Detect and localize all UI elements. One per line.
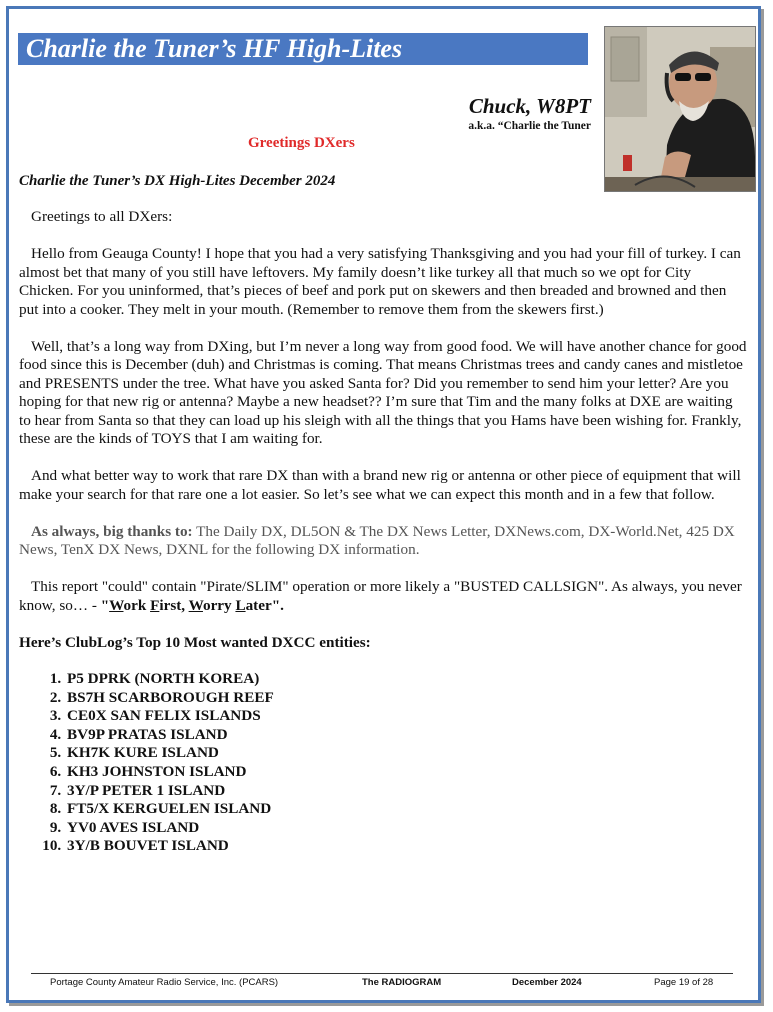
report-text: This report "could" contain "Pirate/SLIM" operation or more likely a "BUSTED CALLSIGN". As always, you never know, so… - [19,578,742,614]
thanks-label: As always, big thanks to: [31,522,193,540]
article-body [19,208,747,856]
paragraph-thanks [19,523,747,560]
greeting-heading: Greetings DXers [248,135,355,151]
motto: "Work First, Worry Later". [100,596,284,614]
thanks-text: The Daily DX, DL5ON & The DX News Letter, DXNews.com, DX-World.Net, 425 DX News, TenX DX News, DXNL for the following DX information. [19,522,735,558]
author-photo [604,26,756,192]
title-bar [18,33,588,65]
footer-page-number: Page 19 of 28 [654,977,714,988]
footer-publication: The RADIOGRAM [362,977,442,988]
list-item: 10. 3Y/B BOUVET ISLAND [65,837,747,856]
list-item: 3. CE0X SAN FELIX ISLANDS [65,707,747,726]
footer-rule [31,973,733,974]
paragraph-report [19,578,747,615]
list-item: 5. KH7K KURE ISLAND [65,744,747,763]
paragraph-geauga: Hello from Geauga County! I hope that you had a very satisfying Thanksgiving and you had your fill of turkey. I can almost bet that many of you still have leftovers. My family doesn’t like turkey all that much so we opt for City Chicken. For you uninformed, that’s pieces of beef and pork put on skewers and then breaded and browned and then put into a cooker. They melt in your mouth. (Remember to remove them from the skewers first.) [19,245,741,318]
top10-list [19,670,747,856]
list-item: 7. 3Y/P PETER 1 ISLAND [65,782,747,801]
footer-org: Portage County Amateur Radio Service, Inc. (PCARS) [50,977,279,988]
list-item: 2. BS7H SCARBOROUGH REEF [65,689,747,708]
top10-heading: Here’s ClubLog’s Top 10 Most wanted DXCC entities: [19,633,371,651]
footer-issue: December 2024 [512,977,582,988]
list-item: 8. FT5/X KERGUELEN ISLAND [65,800,747,819]
list-item: 1. P5 DPRK (NORTH KOREA) [65,670,747,689]
paragraph-christmas: Well, that’s a long way from DXing, but I’m never a long way from good food. We will have another chance for good food since this is December (duh) and Christmas is coming. That means Christmas trees and candy canes and mistletoe and PRESENTS under the tree. What have you asked Santa for? Did you remember to send him your letter? Are you hoping for that new rig or antenna? Maybe a new headset?? I’m sure that Tim and the many folks at DXE are waiting to hear from Santa so that they can load up his sleigh with all the things that you Hams have been wishing for. Frankly, these are the kinds of TOYS that I am waiting for. [19,337,747,447]
paragraph-greeting: Greetings to all DXers: [31,208,173,225]
column-title: Charlie the Tuner’s DX High-Lites December 2024 [19,173,336,189]
author-name: Chuck, W8PT [468,94,591,118]
list-item: 6. KH3 JOHNSTON ISLAND [65,763,747,782]
author-photo-illustration [605,27,755,191]
list-item: 9. YV0 AVES ISLAND [65,819,747,838]
column-header-title: Charlie the Tuner’s HF High-Lites [26,34,403,63]
author-aka: a.k.a. “Charlie the Tuner [468,120,591,132]
paragraph-rare-dx: And what better way to work that rare DX than with a brand new rig or antenna or other piece of equipment that will make your search for that rare one a lot easier. So let’s see what we can expect this month and in a few that follow. [19,467,741,503]
list-item: 4. BV9P PRATAS ISLAND [65,726,747,745]
